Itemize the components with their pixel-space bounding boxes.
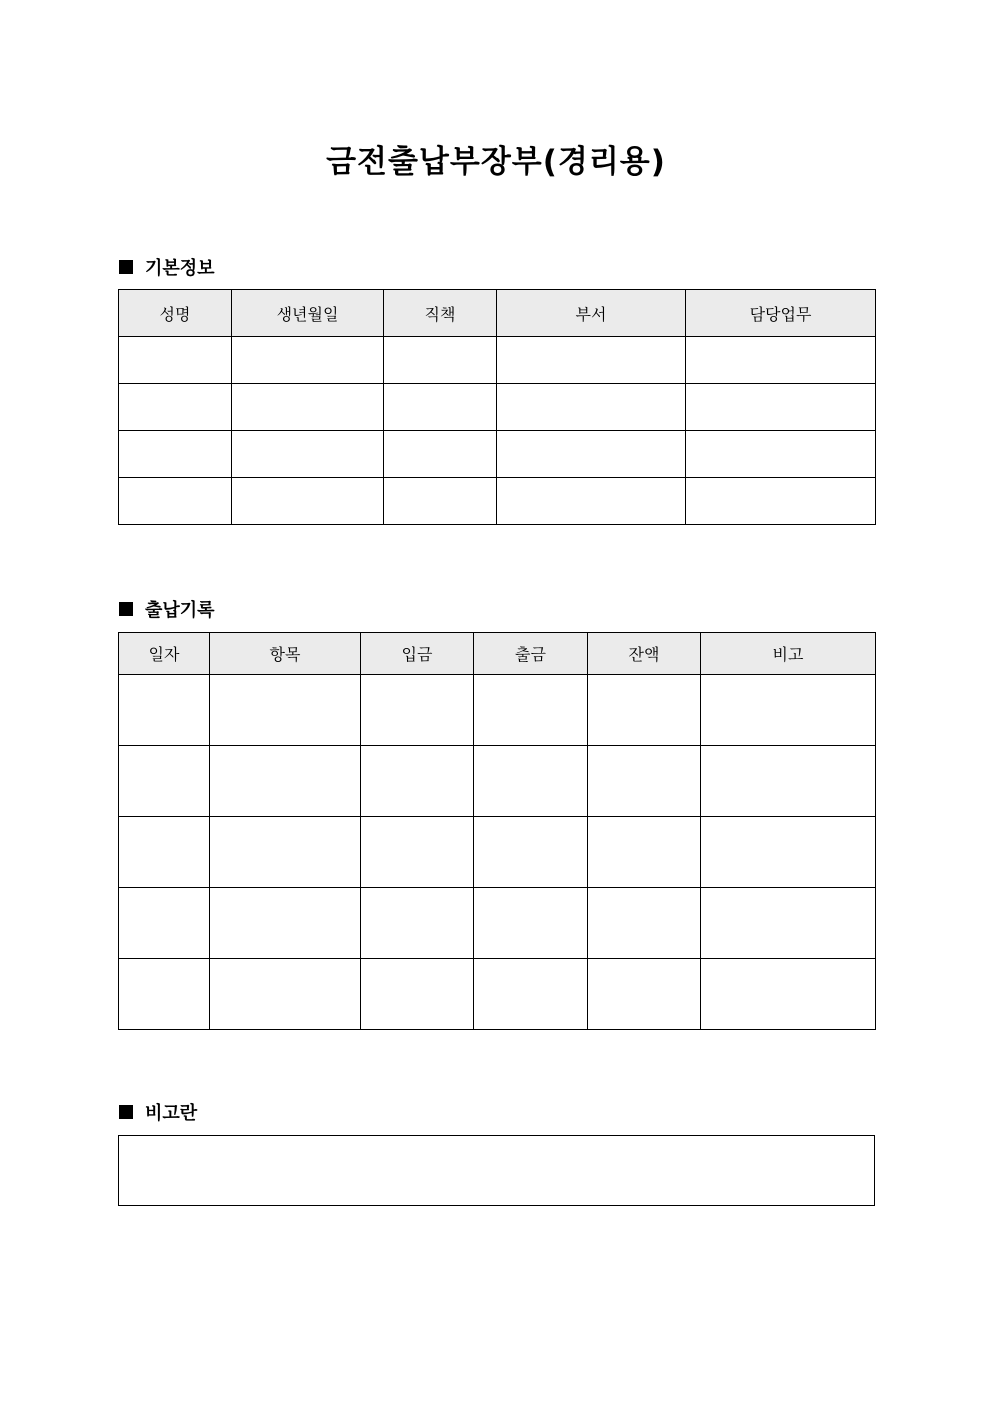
column-header-date: 일자 xyxy=(119,633,210,675)
section-heading-remarks xyxy=(119,1099,197,1125)
table-row xyxy=(119,746,876,817)
table-cell[interactable] xyxy=(384,384,497,431)
ledger-table xyxy=(118,632,876,1030)
column-header-department: 부서 xyxy=(497,290,686,337)
basic-info-table xyxy=(118,289,876,525)
table-cell[interactable] xyxy=(588,959,701,1030)
table-cell[interactable] xyxy=(474,817,588,888)
table-cell[interactable] xyxy=(232,337,384,384)
table-cell[interactable] xyxy=(232,478,384,525)
square-bullet-icon xyxy=(119,602,133,616)
section-heading-label: 기본정보 xyxy=(145,258,215,279)
table-cell[interactable] xyxy=(701,675,876,746)
table-cell[interactable] xyxy=(474,888,588,959)
table-cell[interactable] xyxy=(701,746,876,817)
table-cell[interactable] xyxy=(232,431,384,478)
table-cell[interactable] xyxy=(119,337,232,384)
table-row xyxy=(119,817,876,888)
table-cell[interactable] xyxy=(497,384,686,431)
table-cell[interactable] xyxy=(497,431,686,478)
table-cell[interactable] xyxy=(701,959,876,1030)
table-cell[interactable] xyxy=(474,746,588,817)
table-cell[interactable] xyxy=(384,337,497,384)
table-header-row xyxy=(119,633,876,675)
column-header-birthdate: 생년월일 xyxy=(232,290,384,337)
table-row xyxy=(119,337,876,384)
table-cell[interactable] xyxy=(119,478,232,525)
table-cell[interactable] xyxy=(588,746,701,817)
column-header-withdrawal: 출금 xyxy=(474,633,588,675)
table-cell[interactable] xyxy=(119,817,210,888)
table-cell[interactable] xyxy=(701,888,876,959)
table-cell[interactable] xyxy=(588,817,701,888)
table-row xyxy=(119,478,876,525)
table-cell[interactable] xyxy=(686,478,876,525)
table-cell[interactable] xyxy=(119,959,210,1030)
table-cell[interactable] xyxy=(210,675,361,746)
table-cell[interactable] xyxy=(232,384,384,431)
table-cell[interactable] xyxy=(384,478,497,525)
column-header-name: 성명 xyxy=(119,290,232,337)
table-cell[interactable] xyxy=(361,746,474,817)
table-cell[interactable] xyxy=(474,675,588,746)
table-cell[interactable] xyxy=(210,817,361,888)
section-heading-basic-info xyxy=(119,254,215,280)
square-bullet-icon xyxy=(119,260,133,274)
table-cell[interactable] xyxy=(210,959,361,1030)
table-cell[interactable] xyxy=(686,384,876,431)
remarks-box[interactable] xyxy=(118,1135,875,1206)
column-header-note: 비고 xyxy=(701,633,876,675)
table-cell[interactable] xyxy=(497,337,686,384)
document-title: 금전출납부장부(경리용) xyxy=(326,144,666,180)
table-cell[interactable] xyxy=(119,746,210,817)
section-heading-label: 비고란 xyxy=(145,1103,198,1124)
table-cell[interactable] xyxy=(384,431,497,478)
table-cell[interactable] xyxy=(701,817,876,888)
table-cell[interactable] xyxy=(361,959,474,1030)
column-header-balance: 잔액 xyxy=(588,633,701,675)
column-header-deposit: 입금 xyxy=(361,633,474,675)
table-cell[interactable] xyxy=(361,817,474,888)
table-cell[interactable] xyxy=(361,675,474,746)
table-cell[interactable] xyxy=(119,384,232,431)
table-cell[interactable] xyxy=(588,675,701,746)
table-row xyxy=(119,431,876,478)
table-cell[interactable] xyxy=(497,478,686,525)
table-cell[interactable] xyxy=(210,746,361,817)
table-cell[interactable] xyxy=(119,675,210,746)
table-cell[interactable] xyxy=(588,888,701,959)
section-heading-label: 출납기록 xyxy=(145,600,215,621)
table-row xyxy=(119,959,876,1030)
section-heading-ledger xyxy=(119,596,215,622)
table-cell[interactable] xyxy=(686,431,876,478)
table-cell[interactable] xyxy=(361,888,474,959)
table-row xyxy=(119,888,876,959)
column-header-duties: 담당업무 xyxy=(686,290,876,337)
table-row xyxy=(119,675,876,746)
column-header-position: 직책 xyxy=(384,290,497,337)
table-cell[interactable] xyxy=(119,888,210,959)
table-cell[interactable] xyxy=(686,337,876,384)
table-row xyxy=(119,384,876,431)
table-header-row xyxy=(119,290,876,337)
table-cell[interactable] xyxy=(210,888,361,959)
table-cell[interactable] xyxy=(119,431,232,478)
column-header-item: 항목 xyxy=(210,633,361,675)
table-cell[interactable] xyxy=(474,959,588,1030)
square-bullet-icon xyxy=(119,1105,133,1119)
